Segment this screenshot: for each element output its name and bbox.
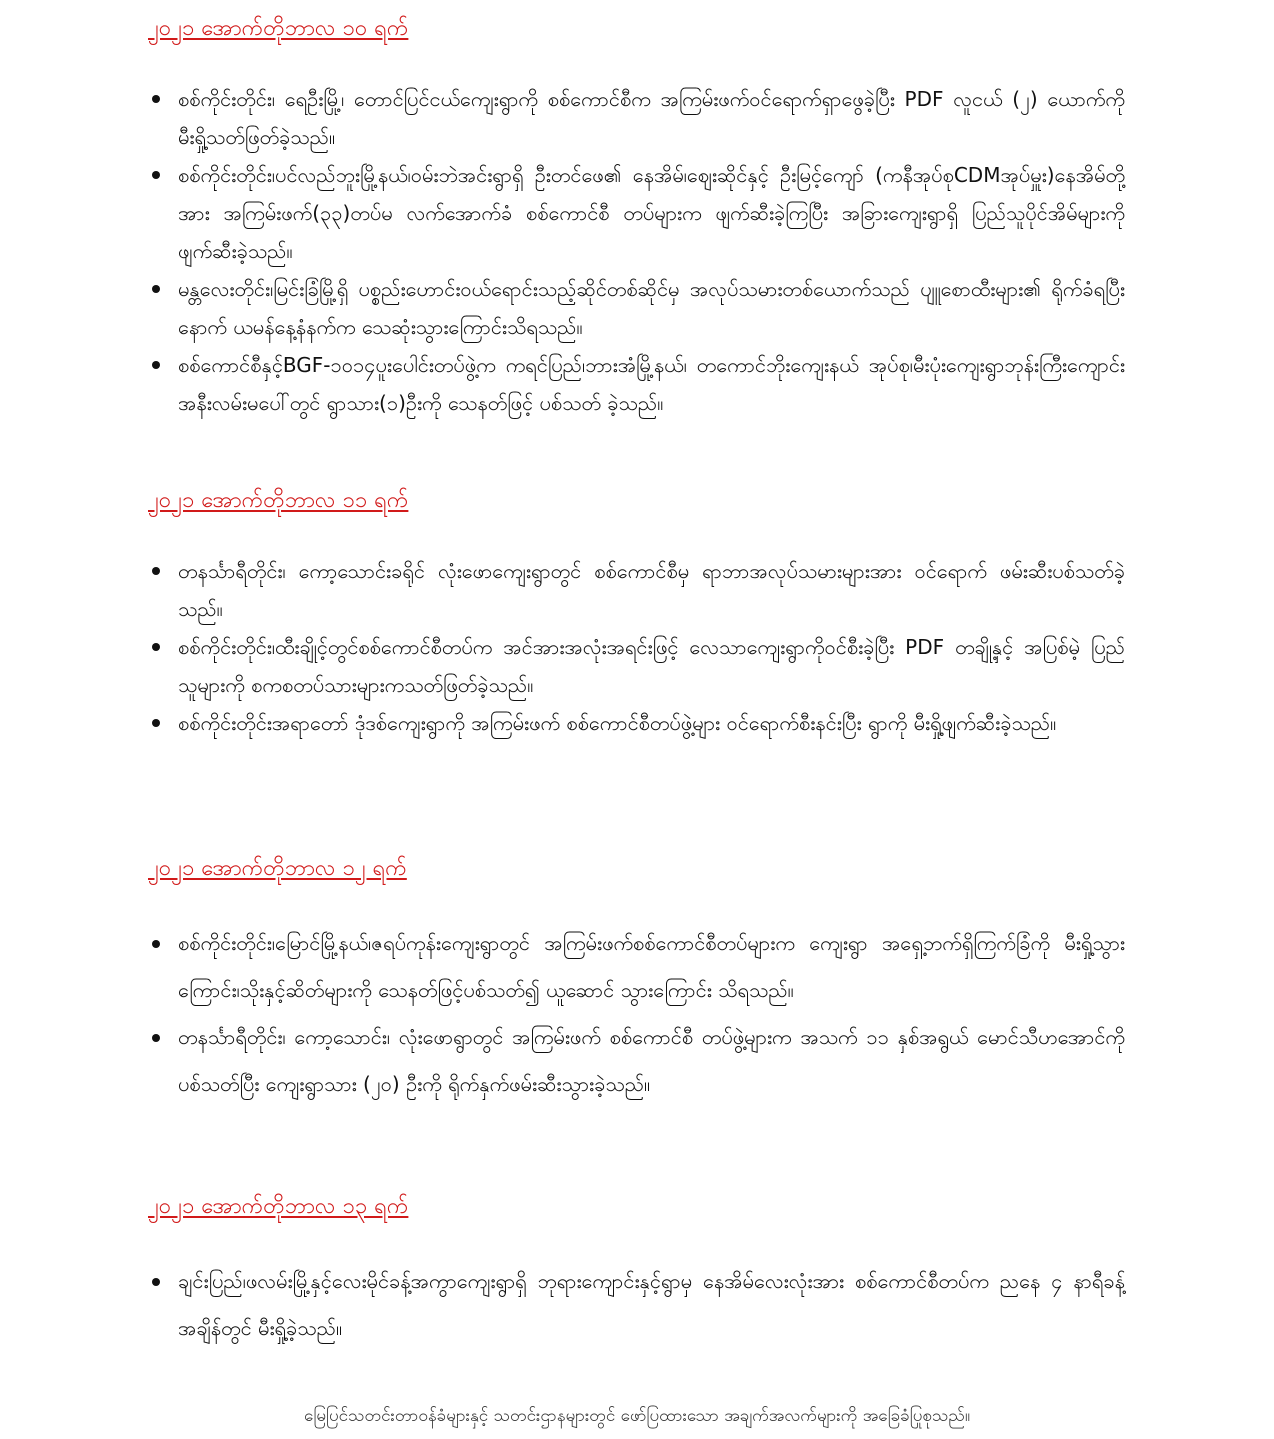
incident-item: [148, 628, 1125, 704]
report-section-oct-12: [148, 854, 1125, 1108]
incident-list: [148, 1258, 1125, 1352]
incident-item: [148, 156, 1125, 270]
incident-list: [148, 920, 1125, 1108]
incident-text: စစ်ကိုင်းတိုင်း၊မြောင်မြို့နယ်၊ဇရပ်ကုန်းကျေးရွာတွင် အကြမ်းဖက်စစ်ကောင်စီတပ်များက ကျေးရွာ အရှေ့ဘက်ရှိကြက်ခြံကို မီးရှို့သွားကြောင်း၊သိုးနှင့်ဆိတ်များကို သေနတ်ဖြင့်ပစ်သတ်၍ ယူဆောင် သွားကြောင်း သိရသည်။: [178, 931, 1125, 1002]
incident-item: [148, 80, 1125, 156]
bullet-icon: [152, 1034, 160, 1042]
bullet-icon: [152, 940, 160, 948]
report-section-oct-11: [148, 486, 1125, 742]
bullet-icon: [152, 285, 160, 293]
date-heading: ၂၀၂၁ အောက်တိုဘာလ ၁၂ ရက်: [148, 856, 407, 881]
bullet-icon: [152, 361, 160, 369]
incident-text: စစ်ကိုင်းတိုင်းအရာတော် ဒုံဒစ်ကျေးရွာကို အကြမ်းဖက် စစ်ကောင်စီတပ်ဖွဲ့များ ဝင်ရောက်စီးနင်းပြီး ရွာကို မီးရှို့ဖျက်ဆီးခဲ့သည်။: [178, 711, 1057, 735]
incident-item: [148, 920, 1125, 1014]
incident-text: တနင်္သာရီတိုင်း၊ ကော့သောင်း၊ လုံးဖောရွာတွင် အကြမ်းဖက် စစ်ကောင်စီ တပ်ဖွဲ့များက အသက် ၁၁ နှစ်အရွယ် မောင်သီဟအောင်ကို ပစ်သတ်ပြီး ကျေးရွာသား (၂၀) ဦးကို ရိုက်နှက်ဖမ်းဆီးသွားခဲ့သည်။: [178, 1025, 1125, 1096]
incident-item: [148, 704, 1125, 742]
incident-text: ချင်းပြည်၊ဖလမ်းမြို့နှင့်လေးမိုင်ခန့်အကွာကျေးရွာရှိ ဘုရားကျောင်းနှင့်ရွာမှ နေအိမ်လေးလုံးအား စစ်ကောင်စီတပ်က ညနေ ၄ နာရီခန့်အချိန်တွင် မီးရှို့ခဲ့သည်။: [178, 1269, 1125, 1340]
incident-item: [148, 346, 1125, 422]
incident-item: [148, 270, 1125, 346]
bullet-icon: [152, 1278, 160, 1286]
bullet-icon: [152, 643, 160, 651]
incident-text: စစ်ကိုင်းတိုင်း၊ထီးချိုင့်တွင်စစ်ကောင်စီတပ်က အင်အားအလုံးအရင်းဖြင့် လေသာကျေးရွာကိုဝင်စီးခဲ့ပြီး PDF တချို့နှင့် အပြစ်မဲ့ ပြည်သူများကို စကစတပ်သားများကသတ်ဖြတ်ခဲ့သည်။: [178, 635, 1125, 697]
bullet-icon: [152, 95, 160, 103]
incident-item: [148, 1014, 1125, 1108]
source-footnote: မြေပြင်သတင်းတာဝန်ခံများနှင့် သတင်းဌာနများတွင် ဖော်ပြထားသော အချက်အလက်များကို အခြေခံပြုစုသည်။: [304, 1406, 970, 1426]
incident-text: တနင်္သာရီတိုင်း၊ ကော့သောင်းခရိုင် လုံးဖောကျေးရွာတွင် စစ်ကောင်စီမှ ရာဘာအလုပ်သမားများအား ဝင်ရောက် ဖမ်းဆီးပစ်သတ်ခဲ့သည်။: [178, 559, 1125, 621]
date-heading: ၂၀၂၁ အောက်တိုဘာလ ၁၁ ရက်: [148, 488, 409, 513]
bullet-icon: [152, 719, 160, 727]
bullet-icon: [152, 171, 160, 179]
incident-text: စစ်ကောင်စီနှင့်BGF-၁၀၁၄ပူးပေါင်းတပ်ဖွဲ့က ကရင်ပြည်၊ဘားအံမြို့နယ်၊ တကောင်ဘိုးကျေးနယ် အုပ်စု၊မီးပုံးကျေးရွာဘုန်းကြီးကျောင်းအနီးလမ်းမပေါ်တွင် ရွာသား(၁)ဦးကို သေနတ်ဖြင့် ပစ်သတ် ခဲ့သည်။: [178, 353, 1125, 415]
incident-text: မန္တလေးတိုင်း၊မြင်းခြံမြို့ရှိ ပစ္စည်းဟောင်းဝယ်ရောင်းသည့်ဆိုင်တစ်ဆိုင်မှ အလုပ်သမားတစ်ယောက်သည် ပျူစောထီးများ၏ ရိုက်ခံရပြီးနောက် ယမန်နေ့နံနက်က သေဆုံးသွားကြောင်းသိရသည်။: [178, 277, 1125, 339]
bullet-icon: [152, 567, 160, 575]
incident-text: စစ်ကိုင်းတိုင်း၊ ရေဦးမြို့၊ တောင်ပြင်ငယ်ကျေးရွာကို စစ်ကောင်စီက အကြမ်းဖက်ဝင်ရောက်ရှာဖွေခဲ့ပြီး PDF လူငယ် (၂) ယောက်ကို မီးရှို့သတ်ဖြတ်ခဲ့သည်။: [178, 87, 1125, 149]
date-heading: ၂၀၂၁ အောက်တိုဘာလ ၁၃ ရက်: [148, 1194, 409, 1219]
incident-list: [148, 552, 1125, 742]
date-heading: ၂၀၂၁ အောက်တိုဘာလ ၁၀ ရက်: [148, 16, 409, 41]
incident-list: [148, 80, 1125, 422]
incident-item: [148, 552, 1125, 628]
incident-item: [148, 1258, 1125, 1352]
report-section-oct-10: [148, 14, 1125, 422]
incident-text: စစ်ကိုင်းတိုင်း၊ပင်လည်ဘူးမြို့နယ်၊ဝမ်းဘဲအင်းရွာရှိ ဦးတင်ဖေ၏ နေအိမ်၊ဈေးဆိုင်နှင့် ဦးမြင့်ကျော် (ကနီအုပ်စုCDMအုပ်မှူး)နေအိမ်တို့အား အကြမ်းဖက်(၃၃)တပ်မ လက်အောက်ခံ စစ်ကောင်စီ တပ်များက ဖျက်ဆီးခဲ့ကြပြီး အခြားကျေးရွာရှိ ပြည်သူပိုင်အိမ်များကို ဖျက်ဆီးခဲ့သည်။: [178, 163, 1125, 263]
report-section-oct-13: [148, 1192, 1125, 1352]
